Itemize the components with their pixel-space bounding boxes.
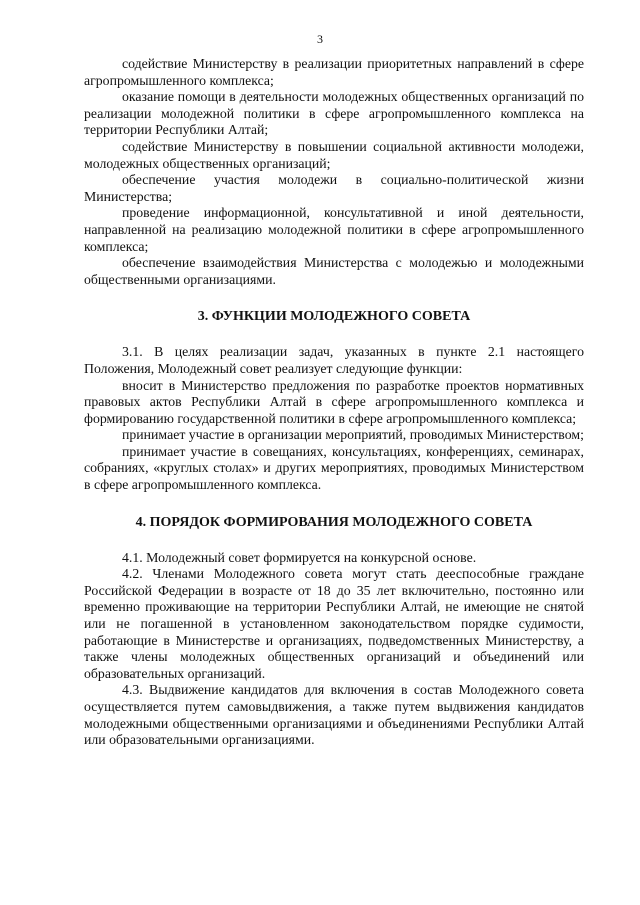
section-3-function-item: вносит в Министерство предложения по разработке проектов нормативных правовых актов Республики Алтай в сфере агропромышленного комплекса и формированию государственной политики в сфере агропромышленного комплекса; [84, 377, 584, 426]
section-3-heading: 3. ФУНКЦИИ МОЛОДЕЖНОГО СОВЕТА [197, 309, 471, 325]
list-item: обеспечение взаимодействия Министерства с молодежью и молодежными общественными организациями. [84, 255, 584, 287]
list-item: проведение информационной, консультативной и иной деятельности, направленной на реализацию молодежной политики в сфере агропромышленного комплекса; [84, 205, 584, 254]
section-3-function-item: принимает участие в организации мероприятий, проводимых Министерством; [122, 427, 584, 443]
section-4-paragraph: 4.3. Выдвижение кандидатов для включения в состав Молодежного совета осуществляется путем самовыдвижения, а также путем выдвижения кандидатов молодежными общественными организациями и объединениями Республики Алтай или образовательными организациями. [84, 682, 584, 748]
document-body [84, 56, 584, 749]
section-4-paragraph: 4.2. Членами Молодежного совета могут стать дееспособные граждане Российской Федерации в возрасте от 18 до 35 лет включительно, постоянно или временно проживающие на территории Республики Алтай, не имеющие не снятой или не погашенной в установленном законодательством порядке судимости, работающие в Министерстве и организациях, подведомственных Министерству, а также члены молодежных общественных организаций и объединений или образовательных организаций. [84, 566, 584, 681]
list-item: обеспечение участия молодежи в социально-политической жизни Министерства; [84, 172, 584, 204]
section-4-paragraph: 4.1. Молодежный совет формируется на конкурсной основе. [122, 549, 477, 565]
section-3-paragraph: 3.1. В целях реализации задач, указанных в пункте 2.1 настоящего Положения, Молодежный совет реализует следующие функции: [84, 344, 584, 376]
list-item: оказание помощи в деятельности молодежных общественных организаций по реализации молодежной политики в сфере агропромышленного комплекса на территории Республики Алтай; [84, 89, 584, 138]
list-item: содействие Министерству в повышении социальной активности молодежи, молодежных общественных организаций; [84, 138, 584, 171]
section-4-heading: 4. ПОРЯДОК ФОРМИРОВАНИЯ МОЛОДЕЖНОГО СОВЕТА [135, 514, 533, 530]
page-number: 3 [317, 32, 323, 46]
list-item: содействие Министерству в реализации приоритетных направлений в сфере агропромышленного комплекса; [84, 56, 584, 88]
section-3-function-item: принимает участие в совещаниях, консультациях, конференциях, семинарах, собраниях, «круглых столах» и других мероприятиях, проводимых Министерством в сфере агропромышленного комплекса. [84, 443, 584, 493]
